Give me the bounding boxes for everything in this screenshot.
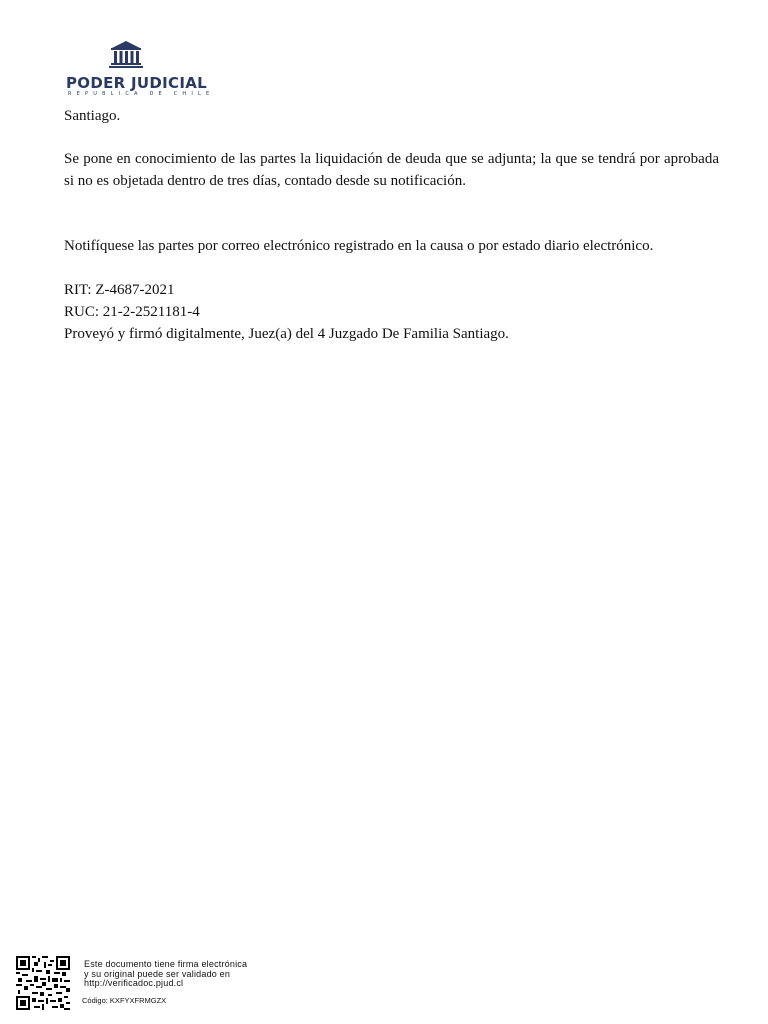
logo-subtitle: REPUBLICA DE CHILE <box>68 91 215 97</box>
ruc-line: RUC: 21-2-2521181-4 <box>64 304 200 320</box>
verify-line-1: Este documento tiene firma electrónica <box>84 959 248 969</box>
verify-url[interactable]: http://verificadoc.pjud.cl <box>84 978 184 988</box>
city-line: Santiago. <box>64 108 121 124</box>
verification-code: Código: KXFYXFRMGZX <box>82 996 167 1005</box>
rit-line: RIT: Z-4687-2021 <box>64 282 175 298</box>
verify-line-2: y su original puede ser validado en <box>84 968 231 979</box>
verification-notice <box>84 960 247 989</box>
paragraph-notice: Se pone en conocimiento de las partes la liquidación de deuda que se adjunta; la que se tendrá por aprobada si no es objetada dentro de tres días, contado desde su notificación. <box>64 151 719 189</box>
logo-title: PODER JUDICIAL <box>66 74 207 92</box>
paragraph-notification: Notifíquese las partes por correo electrónico registrado en la causa o por estado diario electrónico. <box>64 238 654 254</box>
qr-code-icon <box>16 956 70 1010</box>
signature-line: Proveyó y firmó digitalmente, Juez(a) del 4 Juzgado De Familia Santiago. <box>64 326 509 342</box>
